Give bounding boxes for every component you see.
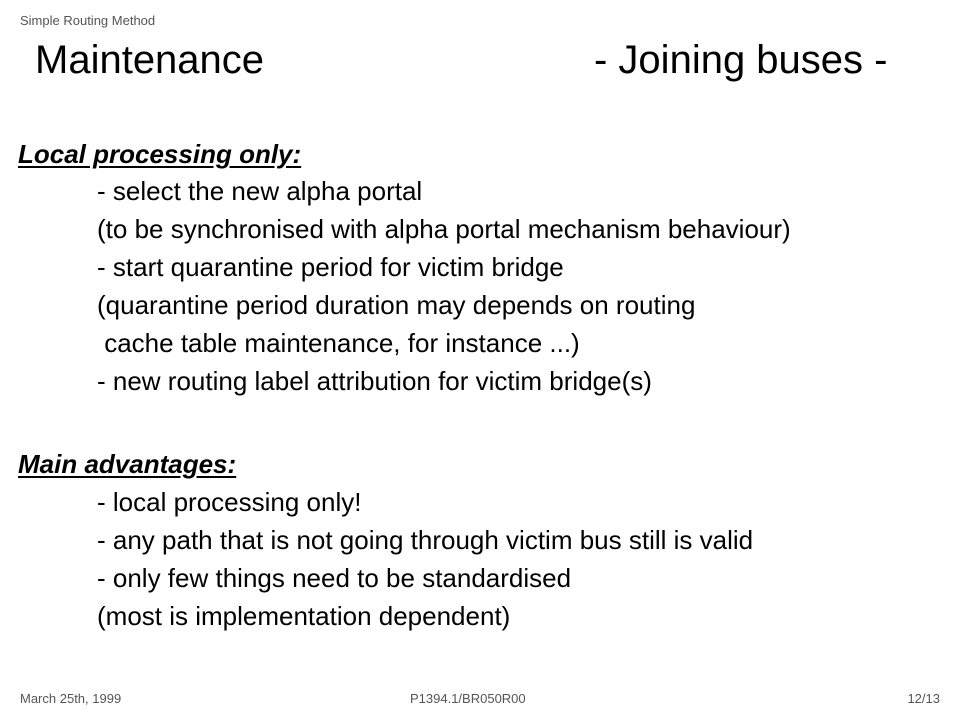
running-title: Simple Routing Method: [20, 13, 156, 28]
footer-date: March 25th, 1999: [20, 691, 122, 706]
bullet-line: - local processing only!: [97, 487, 362, 517]
bullet-line: - new routing label attribution for victim bridge(s): [97, 366, 652, 396]
footer-doc-id: P1394.1/BR050R00: [410, 691, 526, 706]
bullet-line: (to be synchronised with alpha portal mechanism behaviour): [97, 214, 791, 244]
slide-title: Maintenance: [35, 38, 265, 82]
bullet-line: - start quarantine period for victim bridge: [97, 252, 564, 282]
section-heading-main-advantages: Main advantages:: [18, 449, 237, 479]
section-heading-local-processing: Local processing only:: [18, 139, 302, 169]
bullet-line: (most is implementation dependent): [97, 601, 511, 631]
slide-subtitle: - Joining buses -: [594, 38, 888, 82]
bullet-line: - any path that is not going through victim bus still is valid: [97, 525, 754, 555]
bullet-line: - only few things need to be standardised: [97, 563, 572, 593]
bullet-line: - select the new alpha portal: [97, 176, 423, 206]
bullet-line: (quarantine period duration may depends on routing: [97, 290, 696, 320]
footer-page-number: 12/13: [907, 691, 940, 706]
bullet-line: cache table maintenance, for instance ...): [97, 328, 580, 358]
